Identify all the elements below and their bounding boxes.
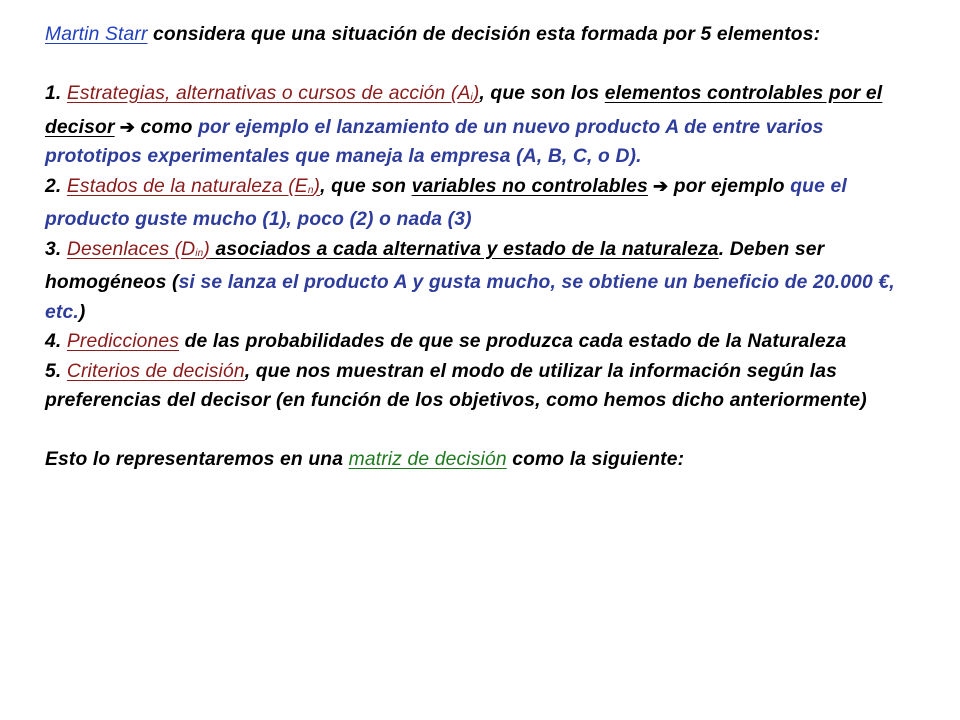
- item-2-term: Estados de la naturaleza $(E_n)$: [66, 175, 321, 197]
- item-1-text2: como: [135, 116, 199, 138]
- closing-text: Esto lo representaremos en una: [45, 449, 349, 470]
- item-2-text: , que son: [320, 175, 412, 197]
- intro-text: considera que una situación de decisión esta formada por 5 elementos:: [147, 24, 821, 45]
- item-3-number: 3.: [45, 238, 67, 260]
- item-5-number: 5.: [45, 360, 67, 382]
- item-2-text2: por ejemplo: [668, 175, 791, 197]
- item-3-example: si se lanza el producto A y gusta mucho, se obtiene un beneficio de 20.000 €, etc.: [45, 272, 895, 323]
- item-5-term: Criterios de decisión: [66, 360, 245, 382]
- right-arrow-icon: ➔: [114, 116, 136, 137]
- item-3-text: . Deben ser homogéneos (: [45, 238, 825, 293]
- item-2-example: que el producto guste mucho (1), poco (2) o nada (3): [45, 175, 847, 230]
- item-1-number: 1.: [45, 83, 67, 104]
- matriz-de-decision-term: matriz de decisión: [348, 449, 507, 470]
- item-5-text: , que nos muestran el modo de utilizar la información según las preferencias del decisor (en función de los objetivos, como hemos dicho anteriormente): [45, 360, 867, 411]
- item-4-term: Predicciones: [66, 331, 180, 352]
- item-3: [45, 235, 920, 328]
- item-2-number: 2.: [45, 175, 67, 197]
- item-2-concept: variables no controlables: [411, 175, 648, 197]
- item-4-number: 4.: [45, 331, 67, 352]
- intro-paragraph: [45, 20, 920, 50]
- item-1-text: , que son los: [479, 83, 605, 104]
- right-arrow-icon: ➔: [647, 175, 669, 196]
- martin-starr-link[interactable]: Martin Starr: [45, 24, 148, 45]
- item-3-concept: asociados a cada alternativa y estado de la naturaleza: [209, 238, 719, 260]
- item-4: [45, 327, 920, 357]
- item-1-example: por ejemplo el lanzamiento de un nuevo producto A de entre varios prototipos experimentales que maneja la empresa (A, B, C, o D).: [45, 116, 824, 167]
- spacer: [45, 416, 920, 446]
- spacer: [45, 50, 920, 80]
- item-4-text: de las probabilidades de que se produzca cada estado de la Naturaleza: [179, 331, 847, 352]
- closing-paragraph: [45, 445, 920, 475]
- closing-text2: como la siguiente:: [506, 449, 685, 470]
- item-1: [45, 79, 920, 172]
- item-3-text2: ): [78, 301, 86, 323]
- item-2: [45, 172, 920, 235]
- item-3-term: Desenlaces $(D_{in})$: [66, 238, 210, 260]
- item-5: [45, 357, 920, 416]
- item-1-term: Estrategias, alternativas o cursos de acción $(A_i)$: [66, 83, 480, 104]
- item-1-concept: elementos controlables por el decisor: [45, 83, 883, 138]
